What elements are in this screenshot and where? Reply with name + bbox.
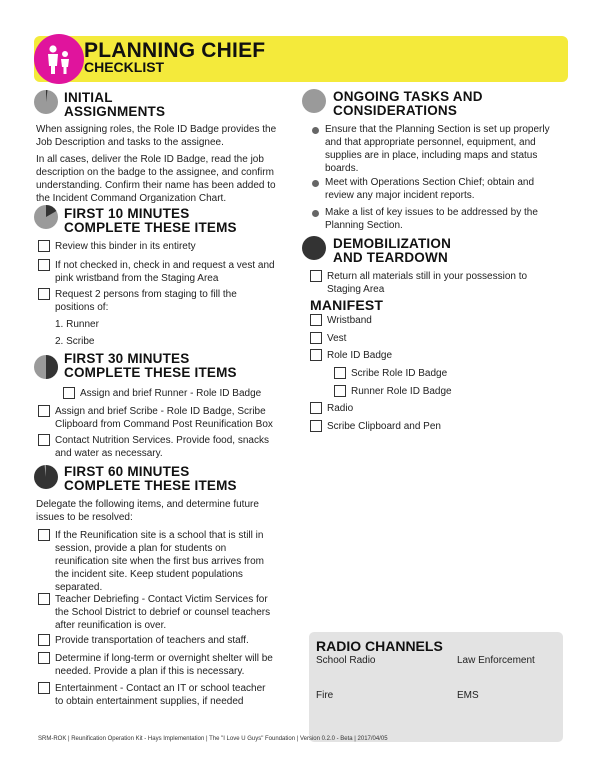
initial-paragraph-2: In all cases, deliver the Role ID Badge, read the job description on the badge to the assignee, and confirm understanding. Confirm their name has been added to the Incident Command Organization Chart. — [36, 154, 276, 204]
section-title-first-60: FIRST 60 MINUTES COMPLETE THESE ITEMS — [64, 464, 237, 493]
manifest-item: Runner Role ID Badge — [351, 386, 452, 397]
sub-list-item: 2. Scribe — [55, 336, 95, 347]
checkbox[interactable] — [38, 434, 50, 446]
ongoing-circle-icon — [302, 89, 326, 113]
family-icon — [34, 34, 84, 84]
page-subtitle: CHECKLIST — [84, 59, 165, 75]
clock-pie-10-icon — [34, 205, 58, 229]
footer-text: SRM-ROK | Reunification Operation Kit - Hays Implementation | The "I Love U Guys" Foundation | Version 0.2.0 - Beta | 2017/04/05 — [38, 736, 388, 742]
section-title-ongoing: ONGOING TASKS AND CONSIDERATIONS — [333, 89, 483, 118]
radio-channel-label: Fire — [316, 690, 334, 701]
radio-channel-label: School Radio — [316, 655, 376, 666]
checkbox[interactable] — [38, 634, 50, 646]
first-60-intro: Delegate the following items, and determine future issues to be resolved: — [36, 499, 259, 523]
clock-pie-60-icon — [34, 465, 58, 489]
checkbox[interactable] — [334, 367, 346, 379]
manifest-item: Scribe Clipboard and Pen — [327, 421, 441, 432]
ongoing-item: Meet with Operations Section Chief; obtain and review any major incident reports. — [325, 177, 535, 201]
section-title-first-30: FIRST 30 MINUTES COMPLETE THESE ITEMS — [64, 351, 237, 380]
checkbox[interactable] — [310, 270, 322, 282]
manifest-item: Scribe Role ID Badge — [351, 368, 448, 379]
checkbox[interactable] — [38, 652, 50, 664]
initial-paragraph-1: When assigning roles, the Role ID Badge provides the Job Description and tasks to the assignee. — [36, 124, 277, 148]
radio-channels-title: RADIO CHANNELS — [316, 638, 443, 654]
manifest-item: Role ID Badge — [327, 350, 393, 361]
checkbox[interactable] — [310, 332, 322, 344]
section-title-first-10: FIRST 10 MINUTES COMPLETE THESE ITEMS — [64, 206, 237, 235]
radio-channel-label: Law Enforcement — [457, 655, 535, 666]
manifest-title: MANIFEST — [310, 297, 384, 313]
manifest-item: Radio — [327, 403, 354, 414]
page-title: PLANNING CHIEF — [84, 39, 266, 62]
checkbox[interactable] — [38, 405, 50, 417]
checklist-item: Entertainment - Contact an IT or school teacher to obtain entertainment supplies, if needed — [55, 683, 266, 707]
checkbox[interactable] — [38, 529, 50, 541]
checklist-item: Contact Nutrition Services. Provide food, snacks and water as necessary. — [55, 435, 269, 459]
checklist-item: Request 2 persons from staging to fill the positions of: — [55, 289, 237, 313]
radio-channel-label: EMS — [457, 690, 479, 701]
checkbox[interactable] — [310, 314, 322, 326]
manifest-item: Wristband — [327, 315, 372, 326]
ongoing-item: Make a list of key issues to be addressed by the Planning Section. — [325, 207, 538, 231]
header-logo-circle — [34, 34, 84, 84]
checklist-item: Determine if long-term or overnight shelter will be needed. Provide a plan if this is necessary. — [55, 653, 273, 677]
section-title-demob: DEMOBILIZATION AND TEARDOWN — [333, 236, 452, 265]
checkbox[interactable] — [310, 420, 322, 432]
checkbox[interactable] — [38, 259, 50, 271]
checklist-item: Return all materials still in your possession to Staging Area — [327, 271, 528, 295]
bullet-icon — [312, 180, 319, 187]
checkbox[interactable] — [63, 387, 75, 399]
checklist-item: If not checked in, check in and request a vest and pink wristband from the Staging Area — [55, 260, 275, 284]
bullet-icon — [312, 127, 319, 134]
checklist-item: Provide transportation of teachers and staff. — [55, 635, 249, 646]
checklist-item: Review this binder in its entirety — [55, 241, 196, 252]
checklist-item: If the Reunification site is a school that is still in session, provide a plan for students on reunification site when the first bus arrives from the incident site. Keep student populations separated. — [55, 530, 264, 593]
checkbox[interactable] — [38, 288, 50, 300]
checkbox[interactable] — [310, 402, 322, 414]
checkbox[interactable] — [38, 240, 50, 252]
checkbox[interactable] — [310, 349, 322, 361]
checkbox[interactable] — [334, 385, 346, 397]
bullet-icon — [312, 210, 319, 217]
checkbox[interactable] — [38, 593, 50, 605]
demob-circle-icon — [302, 236, 326, 260]
checkbox[interactable] — [38, 682, 50, 694]
sub-list-item: 1. Runner — [55, 319, 99, 330]
ongoing-item: Ensure that the Planning Section is set up properly and that appropriate personnel, equipment, and supplies are in place, including maps and status boards. — [325, 124, 550, 174]
clock-pie-30-icon — [34, 355, 58, 379]
checklist-item: Assign and brief Scribe - Role ID Badge, Scribe Clipboard from Command Post Reunification Box — [55, 406, 273, 430]
checklist-item: Teacher Debriefing - Contact Victim Services for the School District to debrief or counsel teachers after reunification is over. — [55, 594, 271, 631]
manifest-item: Vest — [327, 333, 347, 344]
section-title-initial: INITIAL ASSIGNMENTS — [64, 90, 166, 119]
checklist-item: Assign and brief Runner - Role ID Badge — [80, 388, 262, 399]
clock-pie-initial-icon — [34, 90, 58, 114]
